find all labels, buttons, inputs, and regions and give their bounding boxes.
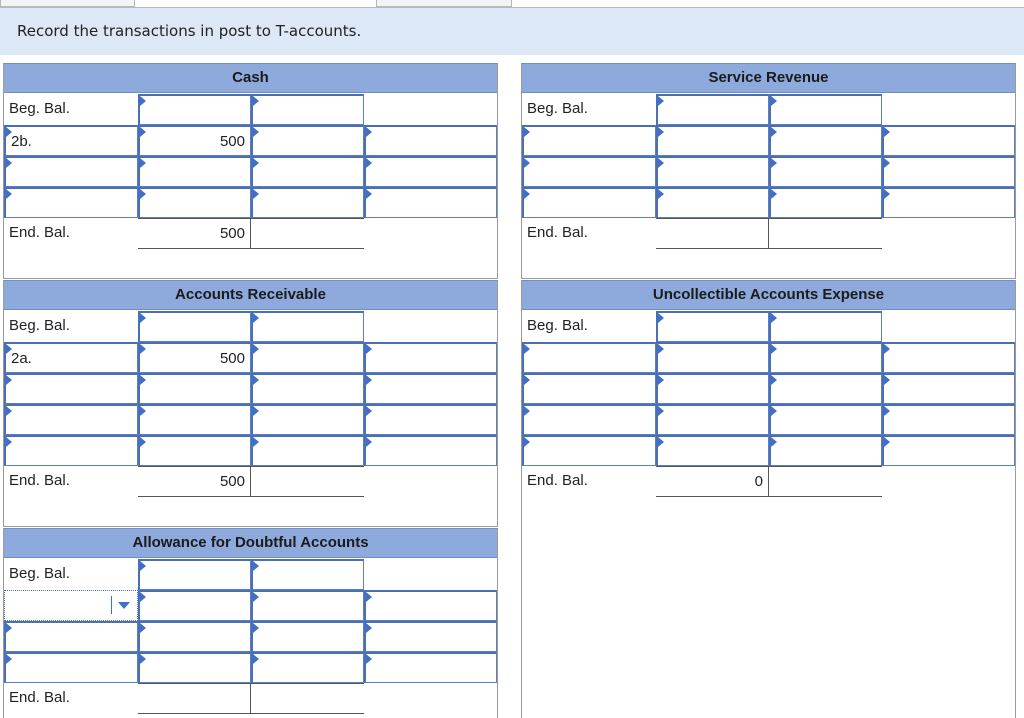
- end-bal-row: [4, 218, 497, 249]
- credit-input[interactable]: [251, 404, 364, 435]
- explanation-input[interactable]: [882, 404, 1015, 435]
- beg-bal-row: [4, 559, 497, 590]
- beg-bal-row: [522, 94, 1015, 125]
- divider: [4, 526, 497, 527]
- credit-input[interactable]: [769, 404, 882, 435]
- entry-row: [4, 187, 497, 218]
- divider: [4, 278, 497, 279]
- credit-input[interactable]: [251, 652, 364, 683]
- entry-row: [4, 435, 497, 466]
- entry-label-input[interactable]: 2a.: [4, 342, 138, 373]
- end-debit-total: [656, 218, 769, 249]
- end-credit-total: [251, 466, 364, 497]
- row-label: Beg. Bal.: [527, 100, 588, 117]
- row-label: End. Bal.: [9, 224, 70, 241]
- row-label: Beg. Bal.: [9, 317, 70, 334]
- debit-input[interactable]: [138, 187, 251, 218]
- debit-input[interactable]: [138, 125, 251, 156]
- entry-row: [522, 435, 1015, 466]
- entry-label-input[interactable]: [522, 342, 656, 373]
- entry-row: [4, 590, 497, 621]
- credit-input[interactable]: [769, 373, 882, 404]
- entry-row: [4, 404, 497, 435]
- explanation-input[interactable]: [364, 125, 497, 156]
- tab-strip: [0, 0, 1024, 8]
- credit-input[interactable]: [251, 559, 364, 590]
- credit-input[interactable]: [251, 621, 364, 652]
- debit-input[interactable]: [656, 125, 769, 156]
- entry-label-input[interactable]: 2b.: [4, 125, 138, 156]
- entry-row: [4, 621, 497, 652]
- debit-input[interactable]: [656, 342, 769, 373]
- debit-input[interactable]: [138, 342, 251, 373]
- entry-label-input[interactable]: [522, 125, 656, 156]
- debit-input[interactable]: [656, 435, 769, 466]
- entry-label-input[interactable]: [522, 373, 656, 404]
- entry-row: [522, 342, 1015, 373]
- credit-input[interactable]: [769, 156, 882, 187]
- explanation-input[interactable]: [364, 187, 497, 218]
- explanation-input[interactable]: [882, 373, 1015, 404]
- debit-input[interactable]: [656, 373, 769, 404]
- entry-label-input[interactable]: [4, 187, 138, 218]
- credit-input[interactable]: [769, 435, 882, 466]
- instruction-banner: [0, 8, 1024, 55]
- entry-row: [522, 125, 1015, 156]
- entry-row: [522, 156, 1015, 187]
- credit-input[interactable]: [251, 311, 364, 342]
- debit-value: 500: [219, 350, 245, 367]
- t-account-title: Service Revenue: [522, 63, 1015, 93]
- credit-input[interactable]: [251, 590, 364, 621]
- row-label: Beg. Bal.: [527, 317, 588, 334]
- entry-row: [522, 373, 1015, 404]
- debit-input[interactable]: [138, 590, 251, 621]
- entry-label-input[interactable]: [522, 187, 656, 218]
- credit-input[interactable]: [769, 342, 882, 373]
- t-account-accounts-receivable: [3, 280, 498, 527]
- t-account-uncollectible-expense: [521, 280, 1016, 718]
- end-credit-total: [251, 218, 364, 249]
- t-account-title: Uncollectible Accounts Expense: [522, 280, 1015, 310]
- t-account-title: Accounts Receivable: [4, 280, 497, 310]
- debit-input[interactable]: [138, 373, 251, 404]
- explanation-input[interactable]: [364, 342, 497, 373]
- row-label: Beg. Bal.: [9, 565, 70, 582]
- tab-other[interactable]: [376, 0, 512, 7]
- row-label: Beg. Bal.: [9, 100, 70, 117]
- entry-row: [4, 125, 497, 156]
- credit-input[interactable]: [251, 187, 364, 218]
- end-bal-row: [4, 683, 497, 714]
- entry-label-input[interactable]: [522, 156, 656, 187]
- end-bal-row: [522, 466, 1015, 497]
- debit-input[interactable]: [656, 404, 769, 435]
- credit-input[interactable]: [769, 94, 882, 125]
- end-bal-row: [522, 218, 1015, 249]
- entry-row: [4, 652, 497, 683]
- debit-input[interactable]: [138, 559, 251, 590]
- explanation-input[interactable]: [882, 435, 1015, 466]
- end-debit-total: 0: [656, 466, 769, 497]
- credit-input[interactable]: [251, 373, 364, 404]
- chevron-down-icon[interactable]: [118, 602, 130, 609]
- instruction-text: Record the transactions in post to T-accounts.: [17, 22, 362, 40]
- debit-input[interactable]: [656, 156, 769, 187]
- debit-input[interactable]: [138, 311, 251, 342]
- debit-input[interactable]: [138, 435, 251, 466]
- end-bal-row: [4, 466, 497, 497]
- entry-label-input[interactable]: [4, 621, 138, 652]
- entry-label-input[interactable]: [4, 404, 138, 435]
- entry-row: [4, 373, 497, 404]
- debit-value: 500: [219, 133, 245, 150]
- entry-label-input[interactable]: [4, 435, 138, 466]
- debit-input[interactable]: [656, 187, 769, 218]
- entry-label-input[interactable]: [4, 156, 138, 187]
- entry-row: [522, 404, 1015, 435]
- beg-bal-row: [4, 311, 497, 342]
- row-label: End. Bal.: [9, 689, 70, 706]
- entry-label-input[interactable]: [522, 404, 656, 435]
- credit-input[interactable]: [251, 156, 364, 187]
- t-account-title: Cash: [4, 63, 497, 93]
- explanation-input[interactable]: [364, 404, 497, 435]
- explanation-input[interactable]: [882, 156, 1015, 187]
- end-debit-total: 500: [138, 466, 251, 497]
- t-account-allowance: [3, 528, 498, 718]
- explanation-input[interactable]: [882, 187, 1015, 218]
- entry-row: [522, 187, 1015, 218]
- end-debit-total: 500: [138, 218, 251, 249]
- credit-input[interactable]: [769, 187, 882, 218]
- entry-label-input[interactable]: [522, 435, 656, 466]
- beg-bal-row: [4, 94, 497, 125]
- row-label: End. Bal.: [527, 224, 588, 241]
- credit-input[interactable]: [251, 125, 364, 156]
- debit-input[interactable]: [656, 94, 769, 125]
- row-label: End. Bal.: [9, 472, 70, 489]
- tab-journal[interactable]: [0, 0, 135, 7]
- credit-input[interactable]: [769, 125, 882, 156]
- end-credit-total: [769, 466, 882, 497]
- entry-label-input[interactable]: [4, 373, 138, 404]
- explanation-input[interactable]: [364, 435, 497, 466]
- end-credit-total: [251, 683, 364, 714]
- debit-input[interactable]: [138, 652, 251, 683]
- explanation-input[interactable]: [364, 373, 497, 404]
- text-caret: [111, 596, 112, 614]
- explanation-input[interactable]: [882, 342, 1015, 373]
- explanation-input[interactable]: [364, 590, 497, 621]
- explanation-input[interactable]: [364, 652, 497, 683]
- t-account-title: Allowance for Doubtful Accounts: [4, 528, 497, 558]
- debit-input[interactable]: [138, 94, 251, 125]
- t-account-service-revenue: [521, 63, 1016, 279]
- end-credit-total: [769, 218, 882, 249]
- credit-input[interactable]: [251, 342, 364, 373]
- divider: [522, 278, 1015, 279]
- entry-label-input[interactable]: [4, 652, 138, 683]
- debit-input[interactable]: [138, 404, 251, 435]
- explanation-input[interactable]: [364, 156, 497, 187]
- entry-row: [4, 342, 497, 373]
- debit-input[interactable]: [138, 621, 251, 652]
- t-account-cash: [3, 63, 498, 279]
- debit-input[interactable]: [656, 311, 769, 342]
- row-label: End. Bal.: [527, 472, 588, 489]
- entry-row: [4, 156, 497, 187]
- end-debit-total: [138, 683, 251, 714]
- explanation-input[interactable]: [364, 621, 497, 652]
- debit-input[interactable]: [138, 156, 251, 187]
- credit-input[interactable]: [251, 435, 364, 466]
- credit-input[interactable]: [769, 311, 882, 342]
- credit-input[interactable]: [251, 94, 364, 125]
- explanation-input[interactable]: [882, 125, 1015, 156]
- beg-bal-row: [522, 311, 1015, 342]
- entry-label-dropdown[interactable]: [4, 590, 138, 621]
